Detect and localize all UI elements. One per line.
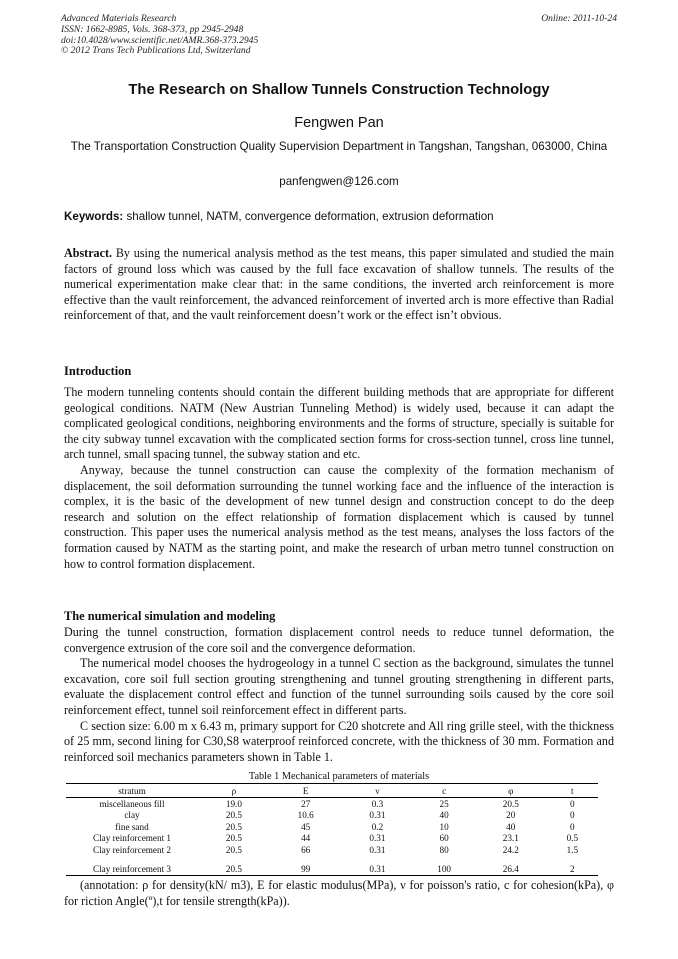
table-cell: 0.31 [369,833,386,844]
table-cell: Clay reinforcement 2 [92,844,172,855]
table-cell: 0 [570,821,575,832]
table-cell: 0.3 [371,798,384,809]
table-cell: Clay reinforcement 3 [66,856,198,876]
keywords [64,210,620,223]
table-cell: 0.31 [369,844,386,855]
paragraph: C section size: 6.00 m x 6.43 m, primary support for C20 shotcrete and All ring grille steel, with the thickness of 25 mm, second lining for C30,S8 waterproof reinforced concrete, with the thickness of 30 mm. Formation and reinforced soil mechanics parameters shown in Table 1. [64,718,614,764]
table-cell: 20.5 [225,810,242,821]
table-row [66,844,598,856]
table-cell: 66 [301,844,311,855]
table-cell: 20.5 [198,856,270,876]
paragraph: During the tunnel construction, formation displacement control needs to reduce tunnel deformation, the convergence extrusion of the core soil and the convergence deformation. [64,625,614,655]
table-cell: fine sand [115,821,149,832]
section-heading-numerical: The numerical simulation and modeling [64,609,276,623]
paper-title: The Research on Shallow Tunnels Construction Technology [128,82,550,98]
table-cell: 0 [570,810,575,821]
table-cell: 0.31 [369,810,386,821]
column-header: ρ [198,784,270,798]
table-cell: 99 [270,856,342,876]
column-header: stratum [66,784,198,798]
table-cell: clay [124,810,140,821]
table-cell: 26.4 [475,856,547,876]
table-caption: Table 1 Mechanical parameters of materials [248,771,430,782]
table-cell: 0.31 [342,856,414,876]
table-header-row [66,784,598,798]
table-cell: 25 [439,798,449,809]
table-cell: 0 [570,798,575,809]
numerical-body [64,625,614,765]
abstract [64,246,614,324]
table-cell: 20.5 [225,821,242,832]
column-header: c [413,784,475,798]
table-cell: 24.2 [502,844,519,855]
table-cell: 2 [547,856,598,876]
table-row [66,798,598,810]
affiliation: The Transportation Construction Quality Supervision Department in Tangshan, Tangshan, 063000, China [70,140,608,153]
table-cell: 0.5 [566,833,579,844]
table-row [66,821,598,833]
table-cell: 0.2 [371,821,384,832]
table-cell: Clay reinforcement 1 [92,833,172,844]
table-cell: 1.5 [566,844,579,855]
table-cell: 23.1 [502,833,519,844]
paragraph: Anyway, because the tunnel construction can cause the complexity of the formation mechanism of displacement, the soil deformation surrounding the tunnel working face and the influence of the interaction is complex, it is the basic of the development of new tunnel design and construction concept to do the deep research and solution on the effect relationship of formation displacement which is caused by tunnel construction. This paper uses the numerical analysis method as the test means, analyses the loss factors of the formation caused by NATM as the starting point, and make the research of urban metro tunnel construction on how to control formation displacement. [64,462,614,571]
table-cell: 45 [301,821,311,832]
table-cell: 19.0 [225,798,242,809]
column-header: ν [342,784,414,798]
table-row [66,833,598,845]
annotation-text: (annotation: ρ for density(kN/ m3), E for elastic modulus(MPa), ν for poisson's ratio, c for cohesion(kPa), φ for riction Angle(º),t for tensile strength(kPa)). [64,878,614,908]
table-row [66,856,598,876]
journal-name: Advanced Materials Research [61,13,177,24]
materials-table [66,783,598,876]
table-cell: 20 [506,810,516,821]
table-cell: miscellaneous fill [99,798,165,809]
table-cell: 44 [301,833,311,844]
table-cell: 40 [439,810,449,821]
table-cell: 20.5 [225,844,242,855]
table-annotation [64,878,614,909]
table-cell: 10.6 [297,810,314,821]
table-cell: 27 [301,798,311,809]
paragraph: The numerical model chooses the hydrogeology in a tunnel C section as the background, simulates the tunnel excavation, core soil full section grouting strengthening and tunnel grouting strengthening in different parts, evaluate the displacement control effect and function of the tunnel surrounding soils caused by the core soil reinforcement effect, tunnel soil reinforcement effect in different parts. [64,656,614,717]
table-cell: 40 [506,821,516,832]
column-header: t [547,784,598,798]
abstract-label: Abstract. [64,246,113,260]
copyright-line: © 2012 Trans Tech Publications Ltd, Switzerland [61,45,251,57]
abstract-text: By using the numerical analysis method as the test means, this paper simulated and studied the main factors of ground loss which was caused by the full face excavation of shallow tunnels. The results of the numerical experimentation make clear that: in the same conditions, the inverted arch reinforcement is more effective than the vault reinforcement, the advanced reinforcement of inverted arch is more effective than Radial reinforcement of that, and the vault reinforcement doesn’t work or the effect isn’t obvious. [64,246,614,323]
column-header: φ [475,784,547,798]
table-cell: 80 [439,844,449,855]
table-row [66,810,598,822]
section-heading-introduction: Introduction [64,364,132,378]
author-email[interactable]: panfengwen@126.com [279,175,399,188]
table-cell: 60 [439,833,449,844]
issn-line: ISSN: 1662-8985, Vols. 368-373, pp 2945-2948 [61,23,244,35]
author-name: Fengwen Pan [294,115,384,131]
column-header: E [270,784,342,798]
table-cell: 20.5 [502,798,519,809]
keywords-text: shallow tunnel, NATM, convergence deformation, extrusion deformation [123,210,494,223]
paragraph: The modern tunneling contents should contain the different building methods that are appropriate for different geological conditions. NATM (New Austrian Tunneling Method) is widely used, because it can adapt the complicated geological conditions, neighboring environments and the forms of structure, specially is suitable for the city subway tunnel excavation with the complicated section forms for cross-section tunnel, cross line tunnel, arch tunnel, small spacing tunnel, the subway station and etc. [64,385,614,462]
online-date: Online: 2011-10-24 [541,13,617,24]
table-cell: 10 [439,821,449,832]
keywords-label: Keywords: [64,210,124,223]
table-cell: 100 [413,856,475,876]
doi-line: doi:10.4028/www.scientific.net/AMR.368-373.2945 [61,34,259,46]
table-cell: 20.5 [225,833,242,844]
introduction-body [64,385,614,572]
journal-header [61,14,617,57]
